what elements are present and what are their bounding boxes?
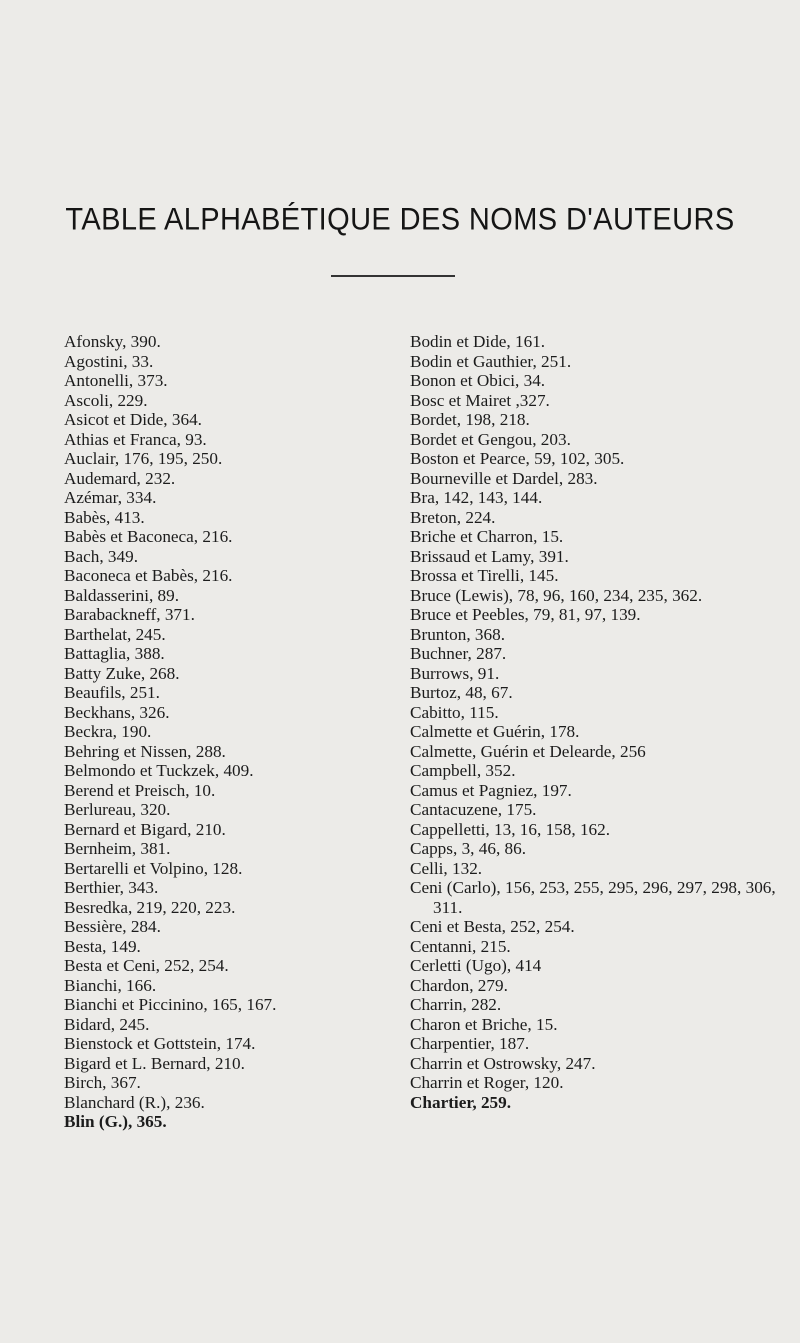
author-entry: Bodin et Dide, 161.	[410, 332, 546, 351]
author-entry: Audemard, 232.	[64, 468, 176, 488]
author-entry: Baconeca et Babès, 216.	[64, 566, 233, 585]
author-entry: Bigard et L. Bernard, 210.	[64, 1053, 245, 1073]
author-entry: Bernheim, 381.	[64, 839, 171, 858]
author-entry: Calmette et Guérin, 178.	[410, 722, 580, 741]
author-entry: Agostini, 33.	[64, 351, 154, 371]
author-entry: Asicot et Dide, 364.	[64, 410, 202, 429]
author-entry: Behring et Nissen, 288.	[64, 741, 226, 761]
author-entry: Ascoli, 229.	[64, 390, 148, 410]
author-entry: Beckra, 190.	[64, 722, 152, 741]
author-entry: Buchner, 287.	[410, 644, 507, 663]
author-entry: Babès et Baconeca, 216.	[64, 527, 233, 546]
author-entry: Babès, 413.	[64, 507, 145, 527]
author-entry: Bianchi et Piccinino, 165, 167.	[64, 995, 277, 1014]
author-entry: Brossa et Tirelli, 145.	[410, 566, 559, 585]
author-entry: Chartier, 259.	[410, 1092, 512, 1112]
author-entry: Cabitto, 115.	[410, 702, 499, 722]
author-entry: Berthier, 343.	[64, 878, 159, 897]
author-entry: Charon et Briche, 15.	[410, 1014, 558, 1034]
author-entry: Bertarelli et Volpino, 128.	[64, 858, 243, 878]
author-entry: Beckhans, 326.	[64, 702, 170, 722]
author-entry: Bonon et Obici, 34.	[410, 371, 546, 390]
author-entry: Berend et Preisch, 10.	[64, 780, 216, 800]
author-entry: Besta et Ceni, 252, 254.	[64, 956, 229, 975]
author-entry: Bourneville et Dardel, 283.	[410, 468, 598, 488]
author-entry: Azémar, 334.	[64, 488, 157, 507]
author-entry: Cerletti (Ugo), 414	[410, 956, 542, 975]
author-entry: Bosc et Mairet ,327.	[410, 390, 550, 410]
author-entry: Berlureau, 320.	[64, 800, 171, 819]
author-entry: Calmette, Guérin et Delearde, 256	[410, 741, 646, 761]
author-entry: Athias et Franca, 93.	[64, 429, 207, 449]
author-entry: Ceni et Besta, 252, 254.	[410, 917, 575, 936]
author-entry: Birch, 367.	[64, 1073, 141, 1092]
author-entry: Centanni, 215.	[410, 936, 511, 956]
author-entry: Burtoz, 48, 67.	[410, 683, 513, 702]
author-entry: Cappelletti, 13, 16, 158, 162.	[410, 819, 611, 839]
author-entry: Celli, 132.	[410, 858, 483, 878]
author-entry: Belmondo et Tuckzek, 409.	[64, 761, 254, 780]
author-entry: Camus et Pagniez, 197.	[410, 780, 572, 800]
author-entry: Bach, 349.	[64, 546, 138, 566]
author-entry: Bessière, 284.	[64, 917, 161, 936]
author-entry: Bianchi, 166.	[64, 975, 157, 995]
author-entry: Bordet, 198, 218.	[410, 410, 530, 429]
title-divider	[331, 275, 455, 277]
author-index-left-column	[64, 332, 382, 1132]
author-entry: Blanchard (R.), 236.	[64, 1092, 205, 1112]
author-entry: Breton, 224.	[410, 507, 496, 527]
author-entry: Besredka, 219, 220, 223.	[64, 897, 236, 917]
author-entry: Charpentier, 187.	[410, 1034, 530, 1053]
author-entry: Charrin et Roger, 120.	[410, 1073, 564, 1092]
author-entry: Ceni (Carlo), 156, 253, 255, 295, 296, 297, 298, 306, 311.	[410, 878, 776, 917]
author-entry: Brissaud et Lamy, 391.	[410, 546, 569, 566]
author-entry: Chardon, 279.	[410, 975, 508, 995]
author-entry: Beaufils, 251.	[64, 683, 160, 702]
author-entry: Burrows, 91.	[410, 663, 500, 683]
author-entry: Bidard, 245.	[64, 1014, 150, 1034]
page-title: TABLE ALPHABÉTIQUE DES NOMS D'AUTEURS	[65, 202, 735, 238]
author-entry: Cantacuzene, 175.	[410, 800, 537, 819]
author-entry: Bra, 142, 143, 144.	[410, 488, 543, 507]
author-entry: Afonsky, 390.	[64, 332, 161, 351]
author-entry: Boston et Pearce, 59, 102, 305.	[410, 449, 625, 468]
author-entry: Brunton, 368.	[410, 624, 506, 644]
author-entry: Bienstock et Gottstein, 174.	[64, 1034, 256, 1053]
author-entry: Battaglia, 388.	[64, 644, 165, 663]
author-entry: Bernard et Bigard, 210.	[64, 819, 226, 839]
author-entry: Bruce et Peebles, 79, 81, 97, 139.	[410, 605, 641, 624]
author-index-right-column	[410, 332, 790, 1112]
author-entry: Barthelat, 245.	[64, 624, 166, 644]
author-entry: Capps, 3, 46, 86.	[410, 839, 527, 858]
author-entry: Charrin et Ostrowsky, 247.	[410, 1053, 596, 1073]
author-entry: Barabackneff, 371.	[64, 605, 195, 624]
author-entry: Bordet et Gengou, 203.	[410, 429, 571, 449]
author-entry: Baldasserini, 89.	[64, 585, 180, 605]
author-entry: Bruce (Lewis), 78, 96, 160, 234, 235, 362.	[410, 585, 703, 605]
author-entry: Antonelli, 373.	[64, 371, 168, 390]
author-entry: Bodin et Gauthier, 251.	[410, 351, 572, 371]
author-entry: Campbell, 352.	[410, 761, 516, 780]
author-entry: Besta, 149.	[64, 936, 141, 956]
author-entry: Batty Zuke, 268.	[64, 663, 180, 683]
author-entry: Blin (G.), 365.	[64, 1112, 167, 1131]
author-entry: Briche et Charron, 15.	[410, 527, 564, 546]
author-entry: Charrin, 282.	[410, 995, 502, 1014]
author-entry: Auclair, 176, 195, 250.	[64, 449, 223, 468]
